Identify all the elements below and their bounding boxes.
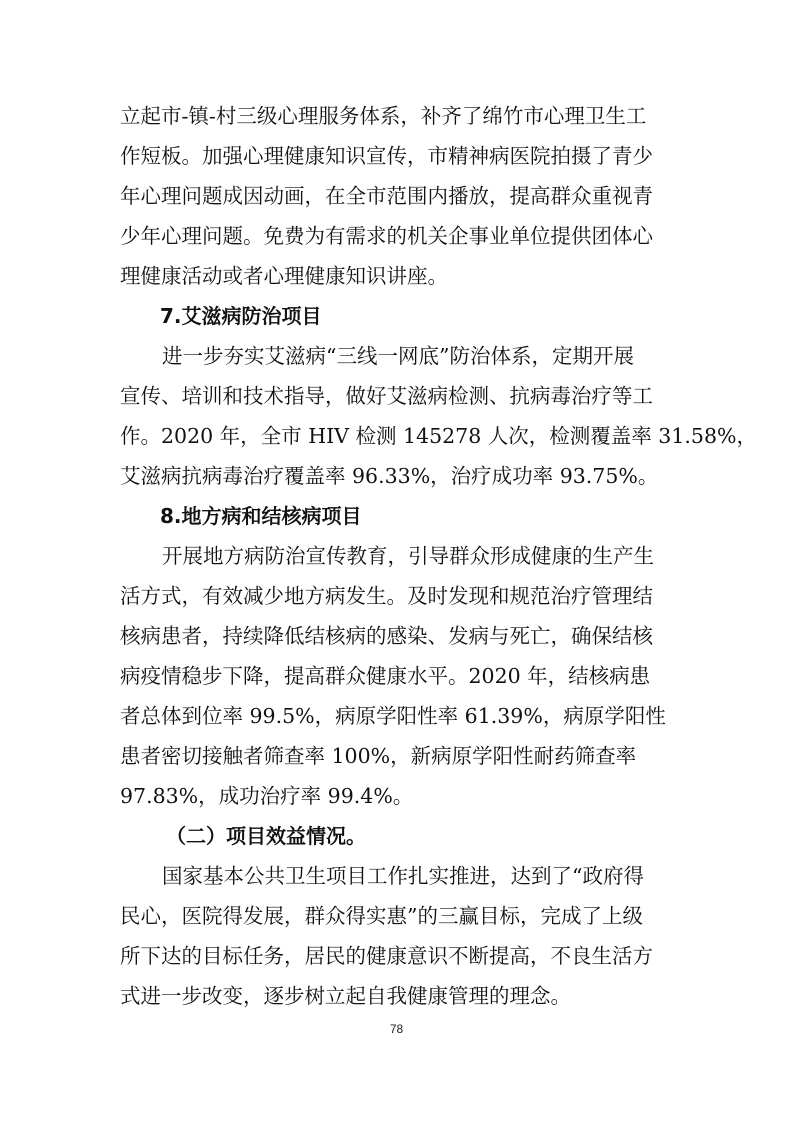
text-line: 理健康活动或者心理健康知识讲座。 [120,264,448,288]
section-7-heading: 7.艾滋病防治项目 [160,304,322,328]
text-line: 病疫情稳步下降，提高群众健康水平。2020 年，结核病患 [120,664,651,688]
page-number: 78 [389,1022,404,1036]
text-line: 艾滋病抗病毒治疗覆盖率 96.33%，治疗成功率 93.75%。 [120,464,659,488]
text-line: 开展地方病防治宣传教育，引导群众形成健康的生产生 [162,544,654,568]
text-line: 宣传、培训和技术指导，做好艾滋病检测、抗病毒治疗等工 [120,384,653,408]
text-line: 者总体到位率 99.5%，病原学阳性率 61.39%，病原学阳性 [120,704,666,728]
page-content [120,96,757,1016]
section-7-paragraph [120,336,757,496]
text-line: 患者密切接触者筛查率 100%，新病原学阳性耐药筛查率 [120,744,637,768]
text-line: 活方式，有效减少地方病发生。及时发现和规范治疗管理结 [120,584,653,608]
text-line: 进一步夯实艾滋病“三线一网底”防治体系，定期开展 [162,344,634,368]
text-line: 少年心理问题。免费为有需求的机关企事业单位提供团体心 [120,224,653,248]
text-line: 所下达的目标任务，居民的健康意识不断提高，不良生活方 [120,944,653,968]
section-8-paragraph [120,536,680,816]
intro-paragraph [120,96,680,296]
text-line: 立起市-镇-村三级心理服务体系，补齐了绵竹市心理卫生工 [120,104,647,128]
text-line: 民心，医院得发展，群众得实惠”的三赢目标，完成了上级 [120,904,643,928]
text-line: 作。2020 年，全市 HIV 检测 145278 人次，检测覆盖率 31.58%， [120,424,757,448]
project-benefit-heading: （二）项目效益情况。 [166,824,366,848]
text-line: 核病患者，持续降低结核病的感染、发病与死亡，确保结核 [120,624,653,648]
text-line: 国家基本公共卫生项目工作扎实推进，达到了“政府得 [162,864,644,888]
text-line: 式进一步改变，逐步树立起自我健康管理的理念。 [120,984,571,1008]
text-line: 97.83%，成功治疗率 99.4%。 [120,784,414,808]
text-line: 作短板。加强心理健康知识宣传，市精神病医院拍摄了青少 [120,144,653,168]
text-line: 年心理问题成因动画，在全市范围内播放，提高群众重视青 [120,184,653,208]
project-benefit-paragraph [120,856,680,1016]
section-8-heading: 8.地方病和结核病项目 [160,504,362,528]
